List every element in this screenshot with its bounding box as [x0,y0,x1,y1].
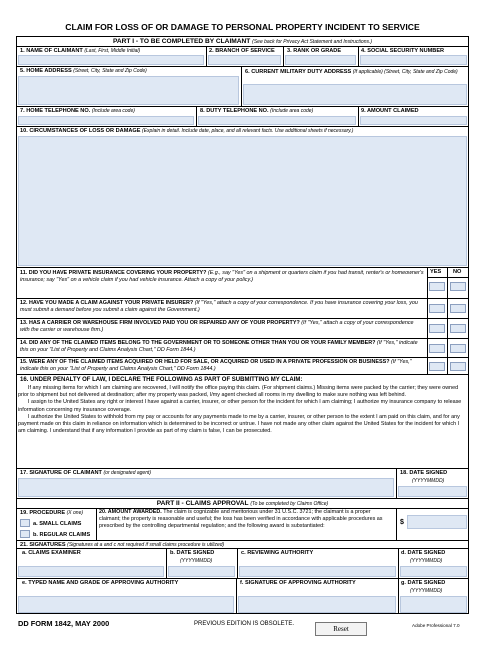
f21b-label: b. DATE SIGNED [170,550,215,556]
q16-p1: If any missing items for which I am claiming are recovered, I will notify the office paying this claim. (For shipment claims.) Missing items were packed by the carrier; they were owned prior to shipment but not delivered at destination; after my property was packed, I/my agent checked all rooms in my dwelling to make sure nothing was left behind. [18,385,459,399]
f21e-input[interactable] [18,596,234,613]
f21a-input[interactable] [18,566,164,577]
part2-heading: PART II - CLAIMS APPROVAL [156,500,249,507]
yesno-header-line [427,277,469,278]
f21d-label: d. DATE SIGNED [401,550,446,556]
q-divider [16,318,469,319]
f4-input[interactable] [360,55,467,65]
f18-input[interactable] [398,486,467,497]
f6-label: 6. CURRENT MILITARY DUTY ADDRESS (If applicable) (Street, City, State and Zip Code) [245,69,458,75]
f19-small-checkbox[interactable] [20,519,30,527]
q16-p2: I assign to the United States any right or interest I have against a carrier, insurer, or other person for the incident for which I am claiming; I authorize my insurance company to release information concerning my insurance coverage. [18,399,462,413]
q14-yes-checkbox[interactable] [429,344,445,353]
q12: 12. HAVE YOU MADE A CLAIM AGAINST YOUR PRIVATE INSURER? (If "Yes," attach a copy of your correspondence. If you have insurance covering your loss, you must submit a demand before you submit a claim against the Government.) [20,300,418,314]
f2-input[interactable] [208,55,281,65]
q15: 15. WERE ANY OF THE CLAIMED ITEMS ACQUIRED OR HELD FOR SALE, OR ACQUIRED OR USED IN A PRIVATE PROFESSION OR BUSINESS? (If "Yes," indicate this on your "List of Property and Claims Analysis Chart," DD Form 1844.) [20,359,412,373]
f20-text: 20. AMOUNT AWARDED. The claim is cognizable and meritorious under 31 U.S.C. 3721; the claimant is a proper claimant; the property is reasonable and useful; the loss has been verified in accordance with applicable procedures as prescribed by the controlling departmental regulation; and the following award is substantiated: [99,509,383,529]
q11-no-checkbox[interactable] [450,282,466,291]
divider [396,508,397,540]
f2-label: 2. BRANCH OF SERVICE [209,48,275,54]
f20-currency: $ [400,519,404,526]
q11-yes-checkbox[interactable] [429,282,445,291]
f8-input[interactable] [198,116,356,125]
divider [196,106,197,126]
part2-line [16,498,469,499]
q13: 13. HAS A CARRIER OR WAREHOUSE FIRM INVOLVED PAID YOU OR REPAIRED ANY OF YOUR PROPERTY? (If "Yes," attach a copy of your correspondence with the carrier or warehouse firm.) [20,320,414,334]
part1-header [16,38,469,45]
f8-label: 8. DUTY TELEPHONE NO. (Include area code) [200,108,314,114]
f20-amount-input[interactable] [407,515,467,529]
f9-label: 9. AMOUNT CLAIMED [361,108,419,114]
divider [398,548,399,578]
q12-yes-checkbox[interactable] [429,304,445,313]
q13-no-checkbox[interactable] [450,324,466,333]
q-divider [16,338,469,339]
divider [236,578,237,614]
q-divider [16,298,469,299]
f10-label: 10. CIRCUMSTANCES OF LOSS OR DAMAGE (Explain in detail. Include date, place, and all relevant facts. Use additional sheets if necessary.) [20,128,354,134]
f19-regular-checkbox[interactable] [20,530,30,538]
divider [398,578,399,614]
f21g-sub: (YYYYMMDD) [410,588,443,594]
edition-note: PREVIOUS EDITION IS OBSOLETE. [194,621,295,627]
part1-note: (See back for Privacy Act Statement and Instructions.) [252,39,373,45]
form-title: CLAIM FOR LOSS OF OR DAMAGE TO PERSONAL PROPERTY INCIDENT TO SERVICE [65,22,420,32]
f19-label: 19. PROCEDURE (X one) [20,510,84,516]
divider [206,46,207,66]
software-note: Adobe Professional 7.0 [412,623,460,628]
f9-input[interactable] [360,116,467,125]
f21g-label: g. DATE SIGNED [401,580,446,586]
divider [396,468,397,498]
f21g-input[interactable] [400,596,467,613]
row16 [16,374,469,375]
q16-text [18,385,467,435]
f18-sub: (YYYYMMDD) [412,478,445,484]
f10-input[interactable] [18,136,467,266]
f21d-sub: (YYYYMMDD) [410,558,443,564]
q15-yes-checkbox[interactable] [429,362,445,371]
divider [241,66,242,106]
divider [358,106,359,126]
q-divider [16,357,469,358]
f7-label: 7. HOME TELEPHONE NO. (Include area code) [20,108,135,114]
row21-line [16,548,469,549]
f6-input[interactable] [243,84,467,105]
yes-header: YES [430,269,442,275]
q11: 11. DID YOU HAVE PRIVATE INSURANCE COVERING YOUR PROPERTY? (E.g., say "Yes" on a shipment or quarters claim if you had transit, renter's or homeowner's insurance; say "Yes" on a vehicle claim if you had vehicle insurance. Attach a copy of your policy.) [20,270,424,284]
q15-no-checkbox[interactable] [450,362,466,371]
row21 [16,540,469,541]
f3-input[interactable] [285,55,356,65]
f1-input[interactable] [18,55,204,65]
no-header: NO [453,269,462,275]
q13-yes-checkbox[interactable] [429,324,445,333]
f7-input[interactable] [18,116,194,125]
part2-note: (To be completed by Claims Office) [250,501,329,507]
f5-label: 5. HOME ADDRESS (Street, City, State and Zip Code) [20,68,147,74]
f21a-label: a. CLAIMS EXAMINER [22,550,81,556]
form-number: DD FORM 1842, MAY 2000 [18,619,110,628]
q14-no-checkbox[interactable] [450,344,466,353]
f21c-label: c. REVIEWING AUTHORITY [241,550,314,556]
row21e-line [16,578,469,579]
q12-no-checkbox[interactable] [450,304,466,313]
divider [358,46,359,66]
f21b-sub: (YYYYMMDD) [180,558,213,564]
f21f-input[interactable] [238,596,396,613]
q16-heading: 16. UNDER PENALTY OF LAW, I DECLARE THE FOLLOWING AS PART OF SUBMITTING MY CLAIM: [20,377,303,383]
f4-label: 4. SOCIAL SECURITY NUMBER [361,48,445,54]
f21e-label: e. TYPED NAME AND GRADE OF APPROVING AUTHORITY [22,580,179,586]
divider [166,548,167,578]
part2-header [16,500,469,507]
f3-label: 3. RANK OR GRADE [287,48,342,54]
f21c-input[interactable] [239,566,396,577]
f21b-input[interactable] [168,566,235,577]
f21f-label: f. SIGNATURE OF APPROVING AUTHORITY [240,580,356,586]
divider [237,548,238,578]
q14: 14. DID ANY OF THE CLAIMED ITEMS BELONG TO THE GOVERNMENT OR TO SOMEONE OTHER THAN YOU OR YOUR FAMILY MEMBER? (If "Yes," indicate this on your "List of Property and Claims Analysis Chart," DD Form 1844.) [20,340,418,354]
part1-heading: PART I - TO BE COMPLETED BY CLAIMANT [112,38,251,45]
divider [96,508,97,540]
reset-button[interactable]: Reset [315,622,367,636]
divider [283,46,284,66]
f5-input[interactable] [18,76,239,105]
q16-p3: I authorize the United States to withhold from my pay or accounts for any payments made to me by a carrier, insurer, or other person to the extent I am paid on this claim, and for any payment made on this claim in reliance on information which is determined to be incorrect or untrue. I have not made any other claim against the United States for the incident for which I am claiming. I understand that if any information I provide as part of my claim is false, I can be prosecuted. [18,413,460,435]
f19-small-label: a. SMALL CLAIMS [33,521,82,527]
f17-label: 17. SIGNATURE OF CLAIMANT (or designated agent) [20,470,152,476]
f1-label: 1. NAME OF CLAIMANT (Last, First, Middle Initial) [20,48,141,54]
f21d-input[interactable] [400,566,467,577]
f21-label: 21. SIGNATURES (Signatures at a and c not required if small claims procedure is utilized) [20,542,225,548]
f17-signature[interactable] [18,478,394,497]
f19-regular-label: b. REGULAR CLAIMS [33,532,91,538]
f18-label: 18. DATE SIGNED [400,470,448,476]
